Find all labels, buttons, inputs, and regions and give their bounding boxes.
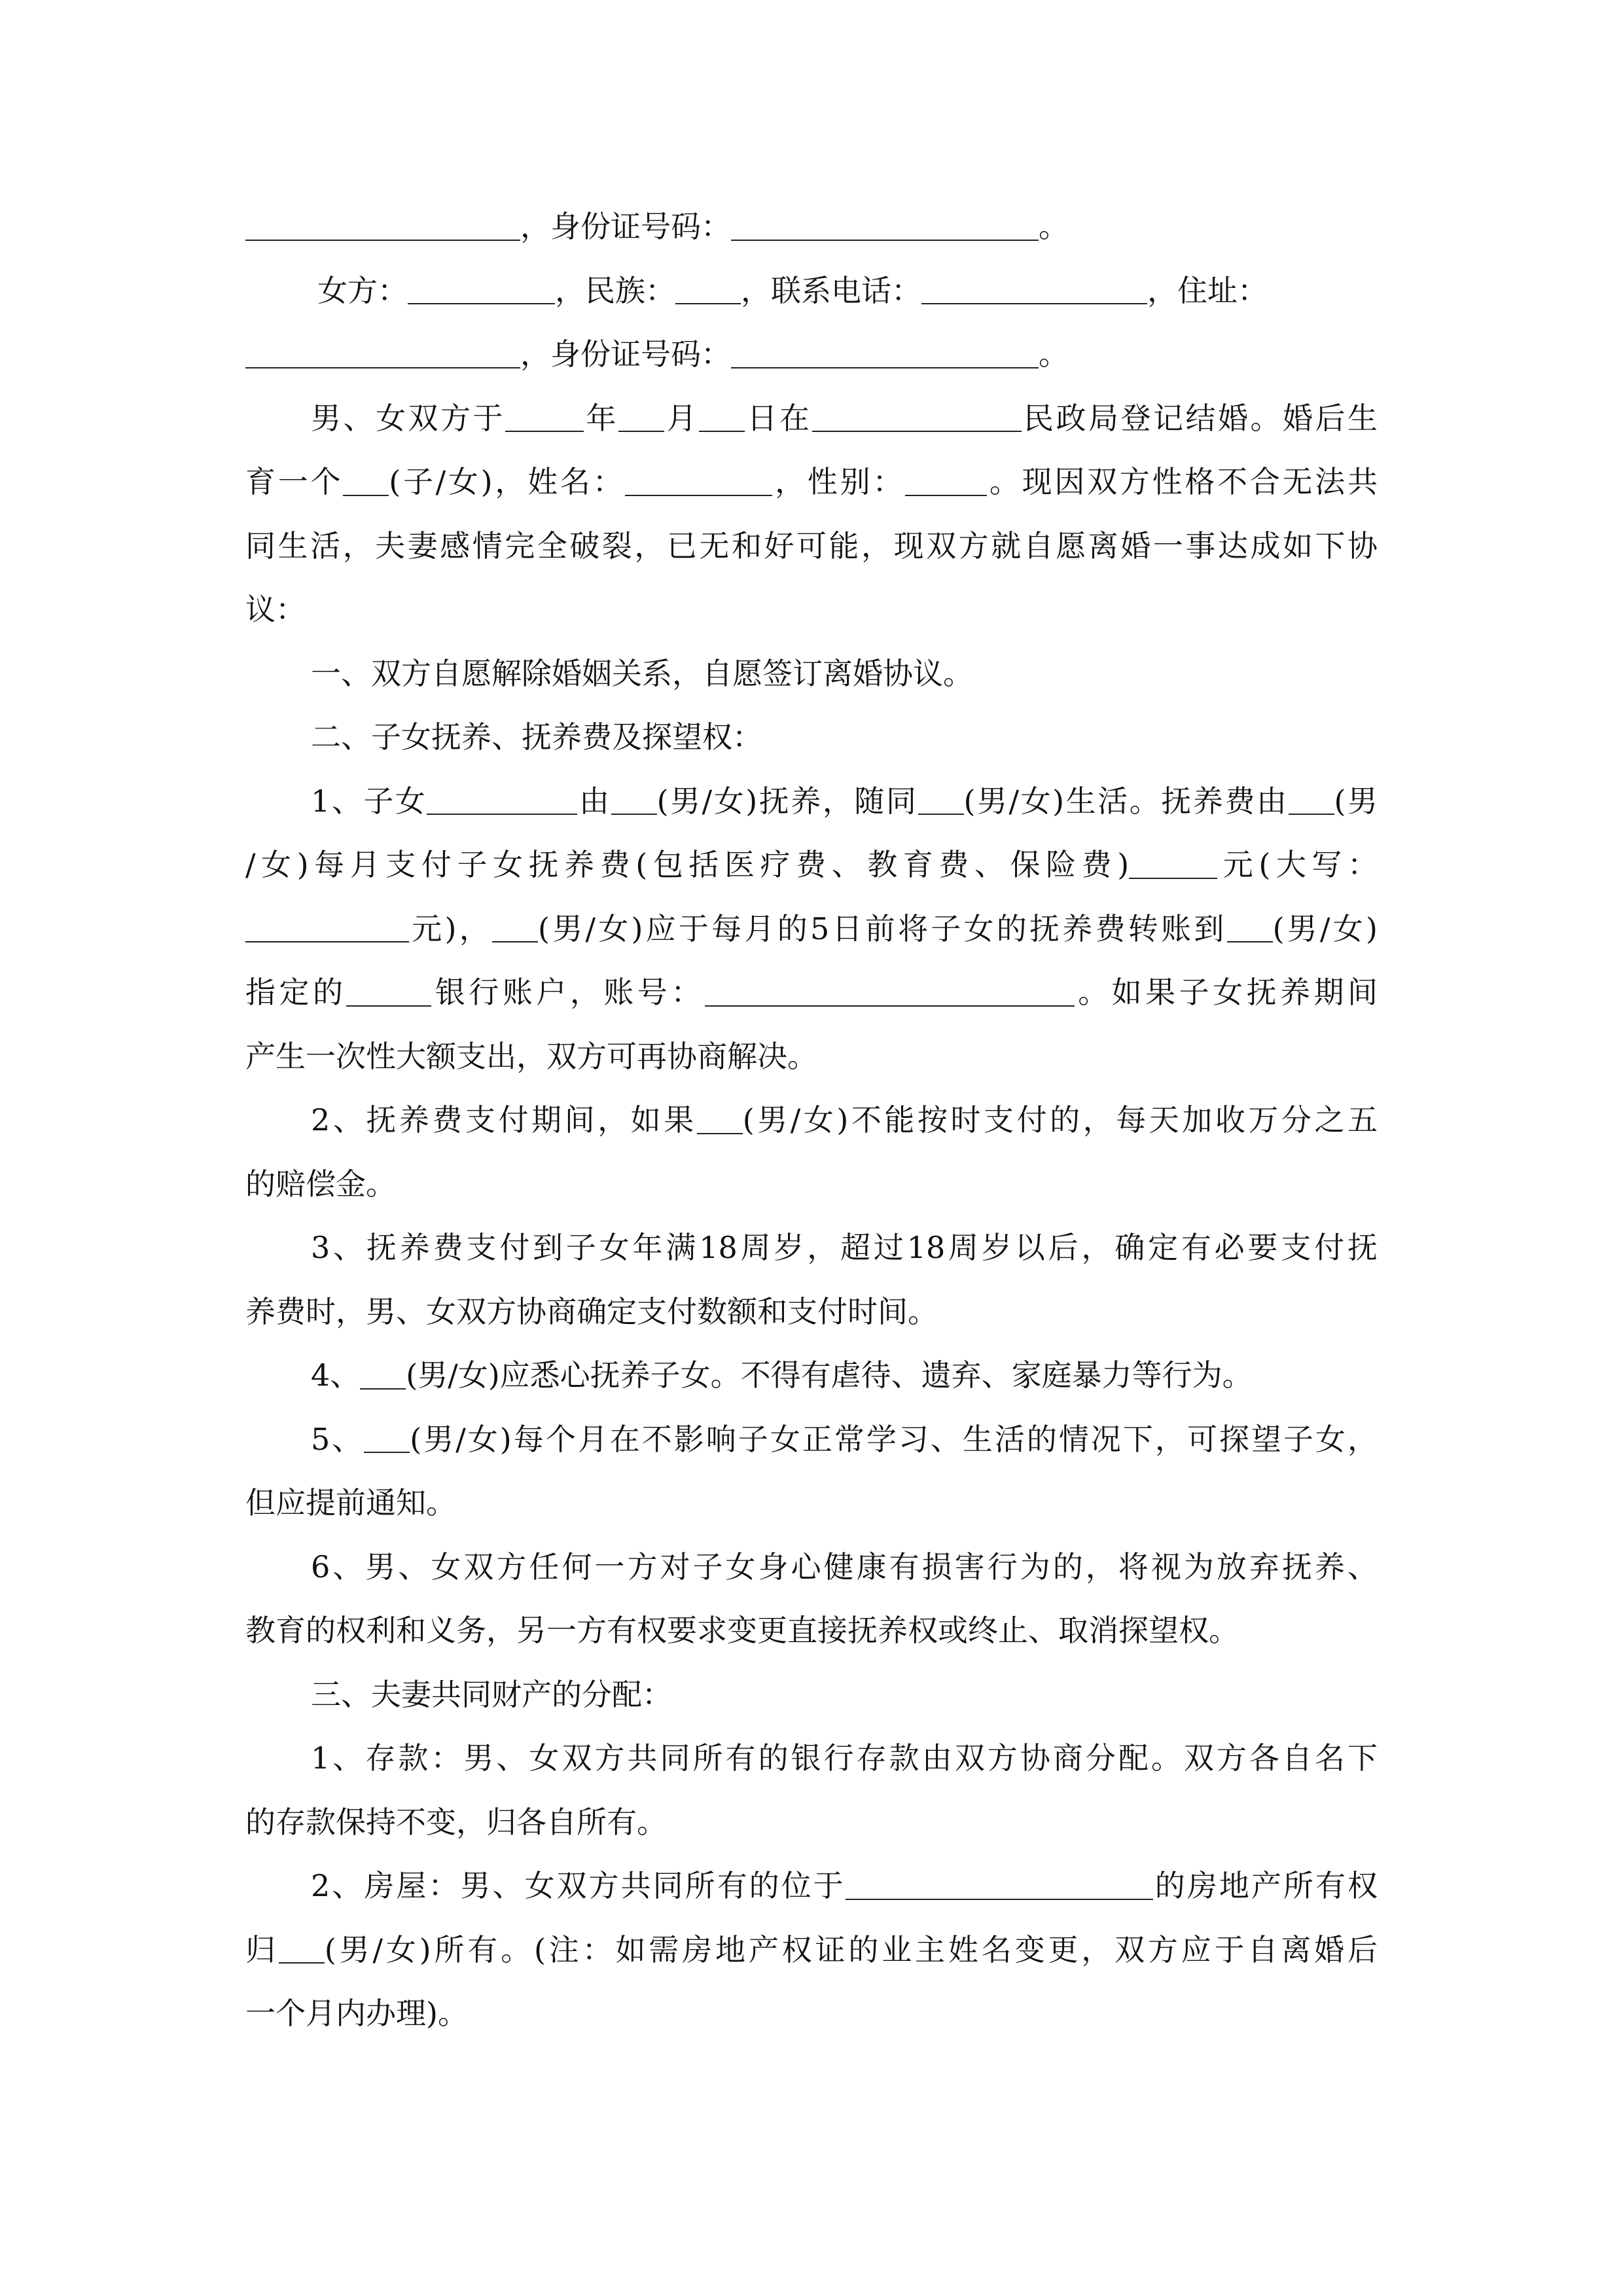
- fill-in-blank: [505, 401, 584, 432]
- text-line: [245, 642, 1378, 706]
- fill-in-blank: [921, 273, 1147, 304]
- text-run: 日在: [745, 400, 812, 436]
- text-line: [245, 1280, 1378, 1344]
- text-line: [245, 323, 1378, 387]
- text-run: 6、男、女双方任何一方对子女身心健康有损害行为的，将视为放弃抚养、: [311, 1549, 1378, 1585]
- text-run: (男/女)生活。抚养费由: [963, 783, 1289, 819]
- text-line: [245, 1216, 1378, 1280]
- text-run: 民政局登记结婚。婚后生: [1021, 400, 1378, 436]
- text-run: (男/女)不能按时支付的，每天加收万分之五: [742, 1102, 1378, 1138]
- text-run: ，性别：: [772, 464, 906, 499]
- text-run: 一个月内办理)。: [245, 1996, 468, 2031]
- text-line: [245, 514, 1378, 579]
- text-line: [245, 961, 1378, 1025]
- text-run: 议：: [245, 592, 306, 627]
- fill-in-blank: [1227, 911, 1273, 942]
- text-run: 1、存款：男、女双方共同所有的银行存款由双方协商分配。双方各自名下: [311, 1740, 1378, 1776]
- fill-in-blank: [675, 273, 741, 304]
- text-run: ，联系电话：: [741, 272, 921, 308]
- text-run: 。如果子女抚养期间: [1074, 975, 1378, 1010]
- text-run: 2、抚养费支付期间，如果: [311, 1102, 697, 1138]
- text-run: 归: [245, 1931, 279, 1967]
- fill-in-blank: [697, 1103, 743, 1134]
- text-run: 4、: [311, 1357, 361, 1393]
- text-run: 1、子女: [311, 783, 427, 819]
- fill-in-blank: [245, 209, 520, 241]
- text-line: [245, 1153, 1378, 1217]
- text-run: 一、双方自愿解除婚姻关系，自愿签订离婚协议。: [311, 655, 973, 691]
- text-run: (子/女)，姓名：: [389, 464, 626, 499]
- text-line: [245, 1471, 1378, 1535]
- text-run: /女)每月支付子女抚养费(包括医疗费、教育费、保险费): [245, 847, 1130, 882]
- fill-in-blank: [492, 911, 538, 942]
- text-run: 由: [577, 783, 611, 819]
- fill-in-blank: [343, 465, 389, 496]
- fill-in-blank: [812, 401, 1022, 432]
- text-run: 但应提前通知。: [245, 1485, 456, 1520]
- text-run: 元)，: [409, 910, 492, 946]
- fill-in-blank: [611, 783, 657, 815]
- text-line: [245, 1663, 1378, 1727]
- fill-in-blank: [346, 975, 431, 1007]
- text-run: ，身份证号码：: [520, 209, 731, 244]
- text-run: 的赔偿金。: [245, 1166, 396, 1202]
- text-run: 男、女双方于: [311, 400, 505, 436]
- text-line: [245, 1025, 1378, 1089]
- fill-in-blank: [245, 337, 520, 368]
- fill-in-blank: [905, 465, 987, 496]
- text-line: [245, 833, 1378, 897]
- text-line: [245, 770, 1378, 834]
- text-line: [245, 1599, 1378, 1663]
- text-run: 2、房屋：男、女双方共同所有的位于: [311, 1868, 846, 1903]
- text-run: 产生一次性大额支出，双方可再协商解决。: [245, 1038, 817, 1074]
- fill-in-blank: [705, 975, 1075, 1007]
- text-run: 二、子女抚养、抚养费及探望权：: [311, 719, 762, 755]
- text-run: 指定的: [245, 975, 347, 1010]
- text-run: ，民族：: [555, 272, 675, 308]
- text-run: 银行账户，账号：: [431, 975, 705, 1010]
- text-line: [245, 1088, 1378, 1153]
- fill-in-blank: [699, 401, 745, 432]
- text-line: [245, 1408, 1378, 1472]
- text-run: (男/女)每个月在不影响子女正常学习、生活的情况下，可探望子女，: [410, 1421, 1378, 1457]
- fill-in-blank: [245, 911, 409, 942]
- fill-in-blank: [731, 337, 1039, 368]
- text-run: 元(大写：: [1217, 847, 1378, 882]
- document-page: [245, 195, 1378, 2046]
- text-run: (男: [1334, 783, 1378, 819]
- text-run: 3、抚养费支付到子女年满18周岁，超过18周岁以后，确定有必要支付抚: [311, 1230, 1378, 1265]
- fill-in-blank: [427, 783, 577, 815]
- text-line: [245, 1982, 1378, 2046]
- text-run: 月: [664, 400, 699, 436]
- text-line: [245, 450, 1378, 514]
- text-line: [245, 1727, 1378, 1791]
- text-line: [245, 1918, 1378, 1982]
- text-run: 5、: [311, 1421, 365, 1457]
- text-line: [245, 1535, 1378, 1600]
- fill-in-blank: [364, 1422, 410, 1453]
- text-run: 三、夫妻共同财产的分配：: [311, 1676, 672, 1712]
- text-run: 教育的权利和义务，另一方有权要求变更直接抚养权或终止、取消探望权。: [245, 1613, 1239, 1648]
- text-line: [245, 259, 1378, 323]
- fill-in-blank: [279, 1932, 325, 1964]
- text-run: (男/女)所有。(注：如需房地产权证的业主姓名变更，双方应于自离婚后: [324, 1931, 1378, 1967]
- text-run: 同生活，夫妻感情完全破裂，已无和好可能，现双方就自愿离婚一事达成如下协: [245, 528, 1378, 564]
- text-run: 女方：: [317, 272, 408, 308]
- text-line: [245, 1791, 1378, 1855]
- fill-in-blank: [618, 401, 664, 432]
- text-run: 。现因双方性格不合无法共: [987, 464, 1378, 499]
- text-run: 。: [1039, 209, 1069, 244]
- text-line: [245, 195, 1378, 259]
- fill-in-blank: [1289, 783, 1334, 815]
- fill-in-blank: [846, 1869, 1153, 1900]
- text-run: ，住址：: [1147, 272, 1268, 308]
- text-run: (男/女): [1272, 910, 1378, 946]
- text-run: ，身份证号码：: [520, 336, 731, 372]
- text-run: 养费时，男、女双方协商确定支付数额和支付时间。: [245, 1293, 938, 1329]
- text-run: 的房地产所有权: [1152, 1868, 1378, 1903]
- text-line: [245, 706, 1378, 770]
- text-line: [245, 1854, 1378, 1918]
- text-line: [245, 1344, 1378, 1408]
- fill-in-blank: [408, 273, 555, 304]
- text-line: [245, 578, 1378, 642]
- text-run: 育一个: [245, 464, 344, 499]
- text-line: [245, 387, 1378, 451]
- fill-in-blank: [360, 1358, 406, 1390]
- text-run: (男/女)抚养，随同: [656, 783, 918, 819]
- text-run: 年: [584, 400, 618, 436]
- text-run: 的存款保持不变，归各自所有。: [245, 1804, 667, 1840]
- fill-in-blank: [918, 783, 964, 815]
- text-line: [245, 897, 1378, 961]
- text-run: (男/女)应于每月的5日前将子女的抚养费转账到: [537, 910, 1227, 946]
- text-run: (男/女)应悉心抚养子女。不得有虐待、遗弃、家庭暴力等行为。: [406, 1357, 1253, 1393]
- fill-in-blank: [625, 465, 772, 496]
- fill-in-blank: [1129, 848, 1217, 879]
- text-run: 。: [1039, 336, 1069, 372]
- fill-in-blank: [731, 209, 1039, 241]
